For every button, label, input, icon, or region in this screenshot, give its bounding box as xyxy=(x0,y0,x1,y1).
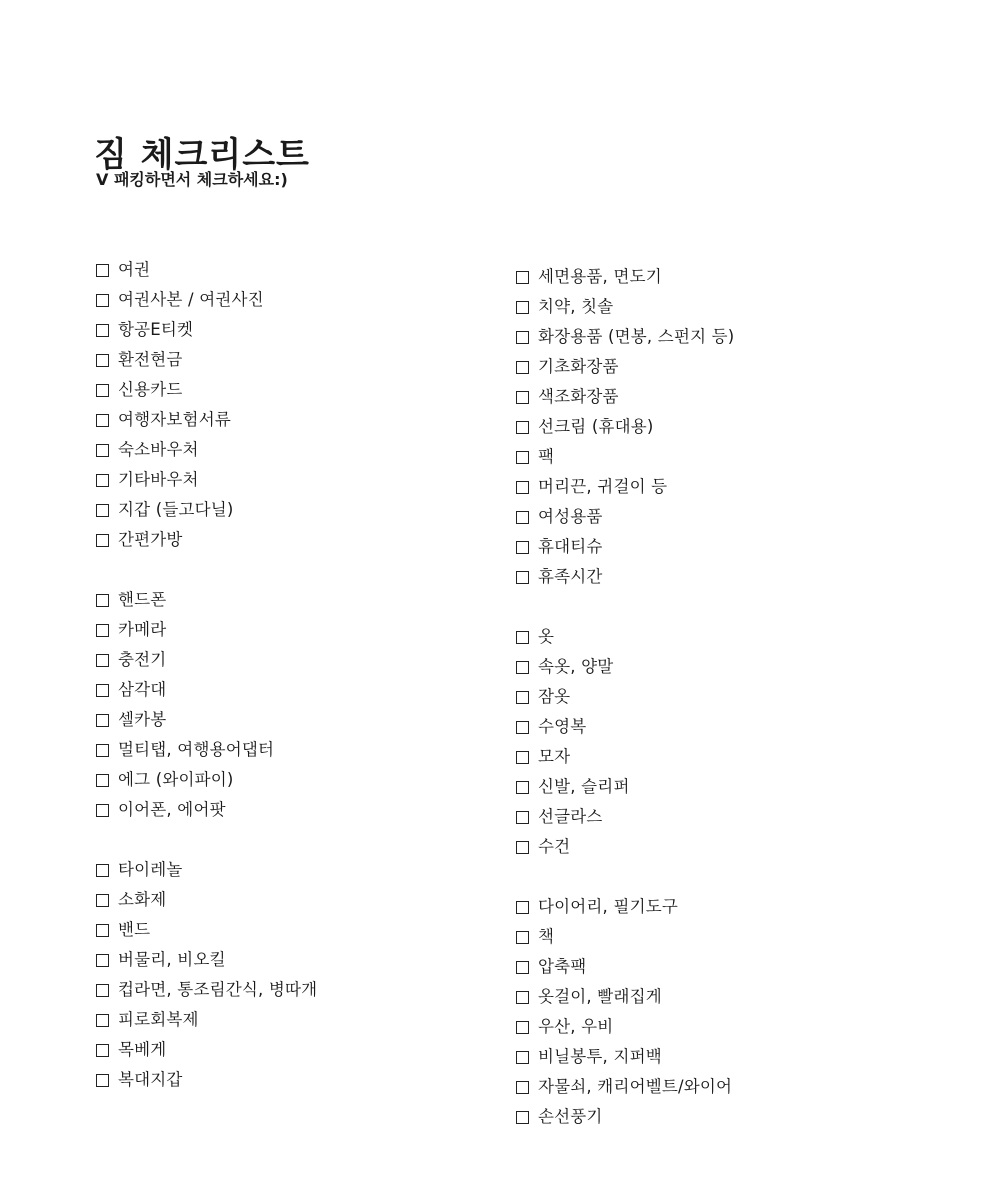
right-column xyxy=(514,262,914,1132)
checklist-item-label: 소화제 xyxy=(118,890,167,909)
checklist-item[interactable] xyxy=(514,502,914,532)
checklist-item-label: 항공E티켓 xyxy=(118,320,194,339)
checklist-item[interactable] xyxy=(514,832,914,862)
checkbox-icon[interactable] xyxy=(96,654,109,667)
checklist-item[interactable] xyxy=(514,712,914,742)
checklist-item-label: 수영복 xyxy=(538,717,587,736)
checkbox-icon[interactable] xyxy=(96,474,109,487)
checkbox-icon[interactable] xyxy=(516,271,529,284)
checklist-item-label: 다이어리, 필기도구 xyxy=(538,897,679,916)
checklist-item[interactable] xyxy=(94,285,494,315)
checklist-item-label: 에그 (와이파이) xyxy=(118,770,234,789)
checklist-item-label: 핸드폰 xyxy=(118,590,167,609)
checklist-item[interactable] xyxy=(514,652,914,682)
checklist-item-label: 복대지갑 xyxy=(118,1070,183,1089)
checklist-item[interactable] xyxy=(514,922,914,952)
checkbox-icon[interactable] xyxy=(516,781,529,794)
checkbox-icon[interactable] xyxy=(516,901,529,914)
checkbox-icon[interactable] xyxy=(96,354,109,367)
checklist-item-label: 선크림 (휴대용) xyxy=(538,417,654,436)
checkbox-icon[interactable] xyxy=(516,481,529,494)
checklist-item-label: 비닐봉투, 지퍼백 xyxy=(538,1047,662,1066)
checkbox-icon[interactable] xyxy=(96,624,109,637)
checklist-item[interactable] xyxy=(514,472,914,502)
checklist-item[interactable] xyxy=(514,1102,914,1132)
checkbox-icon[interactable] xyxy=(516,931,529,944)
checklist-item[interactable] xyxy=(514,682,914,712)
checklist-item-label: 우산, 우비 xyxy=(538,1017,614,1036)
checklist-item[interactable] xyxy=(514,982,914,1012)
checklist-item-label: 충전기 xyxy=(118,650,167,669)
checkbox-icon[interactable] xyxy=(516,451,529,464)
checklist-item[interactable] xyxy=(514,622,914,652)
checklist-item[interactable] xyxy=(514,532,914,562)
checklist-item-label: 숙소바우처 xyxy=(118,440,199,459)
checklist-item[interactable] xyxy=(94,765,494,795)
checklist-item-label: 신발, 슬리퍼 xyxy=(538,777,630,796)
checklist-item[interactable] xyxy=(514,1072,914,1102)
checklist-item-label: 밴드 xyxy=(118,920,151,939)
checkbox-icon[interactable] xyxy=(516,301,529,314)
checklist-item-label: 휴대티슈 xyxy=(538,537,603,556)
checklist-group xyxy=(514,262,914,592)
checkbox-icon[interactable] xyxy=(96,264,109,277)
checkbox-icon[interactable] xyxy=(516,691,529,704)
checklist-item-label: 피로회복제 xyxy=(118,1010,199,1029)
checklist-item[interactable] xyxy=(94,885,494,915)
checklist-group xyxy=(94,255,494,555)
checklist-item[interactable] xyxy=(514,952,914,982)
checklist-item[interactable] xyxy=(514,802,914,832)
checkbox-icon[interactable] xyxy=(516,1051,529,1064)
checklist-item-label: 간편가방 xyxy=(118,530,183,549)
checklist-item-label: 셀카봉 xyxy=(118,710,167,729)
checkbox-icon[interactable] xyxy=(516,361,529,374)
checklist-item[interactable] xyxy=(514,382,914,412)
checklist-item[interactable] xyxy=(94,585,494,615)
checklist-item-label: 기초화장품 xyxy=(538,357,619,376)
checklist-item-label: 휴족시간 xyxy=(538,567,603,586)
checklist-item[interactable] xyxy=(94,705,494,735)
checklist-item[interactable] xyxy=(94,525,494,555)
checklist-item[interactable] xyxy=(94,855,494,885)
checkbox-icon[interactable] xyxy=(96,414,109,427)
checkbox-icon[interactable] xyxy=(96,924,109,937)
checklist-item-label: 수건 xyxy=(538,837,571,856)
checklist-item-label: 기타바우처 xyxy=(118,470,199,489)
checkbox-icon[interactable] xyxy=(96,324,109,337)
checklist-group xyxy=(94,585,494,825)
checklist-item[interactable] xyxy=(94,255,494,285)
checklist-item[interactable] xyxy=(94,315,494,345)
checklist-item-label: 여성용품 xyxy=(538,507,603,526)
checklist-item-label: 환전현금 xyxy=(118,350,183,369)
checkbox-icon[interactable] xyxy=(96,744,109,757)
checkbox-icon[interactable] xyxy=(516,391,529,404)
checklist-item-label: 컵라면, 통조림간식, 병따개 xyxy=(118,980,318,999)
checkbox-icon[interactable] xyxy=(96,384,109,397)
checkbox-icon[interactable] xyxy=(516,1021,529,1034)
checklist-item-label: 카메라 xyxy=(118,620,167,639)
checkbox-icon[interactable] xyxy=(96,804,109,817)
checkbox-icon[interactable] xyxy=(96,864,109,877)
checklist-item[interactable] xyxy=(514,352,914,382)
checkbox-icon[interactable] xyxy=(516,721,529,734)
checkbox-icon[interactable] xyxy=(96,534,109,547)
checklist-item-label: 옷 xyxy=(538,627,555,646)
checkbox-icon[interactable] xyxy=(516,1111,529,1124)
checklist-item-label: 버물리, 비오킬 xyxy=(118,950,226,969)
checkbox-icon[interactable] xyxy=(96,1014,109,1027)
checklist-item[interactable] xyxy=(94,1035,494,1065)
checklist-item-label: 속옷, 양말 xyxy=(538,657,614,676)
checklist-item[interactable] xyxy=(94,345,494,375)
checklist-item-label: 삼각대 xyxy=(118,680,167,699)
checklist-item[interactable] xyxy=(94,675,494,705)
checklist-item[interactable] xyxy=(514,772,914,802)
checklist-item[interactable] xyxy=(514,442,914,472)
checklist-item[interactable] xyxy=(94,915,494,945)
left-column xyxy=(94,255,494,1095)
checklist-item[interactable] xyxy=(94,465,494,495)
checkbox-icon[interactable] xyxy=(96,954,109,967)
checklist-item[interactable] xyxy=(514,1012,914,1042)
checklist-item-label: 책 xyxy=(538,927,555,946)
checklist-item[interactable] xyxy=(94,1005,494,1035)
checklist-item-label: 선글라스 xyxy=(538,807,603,826)
checklist-item-label: 손선풍기 xyxy=(538,1107,603,1126)
checkbox-icon[interactable] xyxy=(516,511,529,524)
checkbox-icon[interactable] xyxy=(96,504,109,517)
checkbox-icon[interactable] xyxy=(516,751,529,764)
checkbox-icon[interactable] xyxy=(516,631,529,644)
checkbox-icon[interactable] xyxy=(96,444,109,457)
checklist-item-label: 신용카드 xyxy=(118,380,183,399)
checkbox-icon[interactable] xyxy=(96,984,109,997)
checklist-item-label: 팩 xyxy=(538,447,555,466)
checkbox-icon[interactable] xyxy=(516,571,529,584)
checkbox-icon[interactable] xyxy=(96,684,109,697)
checklist-item[interactable] xyxy=(514,412,914,442)
checklist-item[interactable] xyxy=(94,495,494,525)
checkbox-icon[interactable] xyxy=(516,811,529,824)
checklist-group xyxy=(94,855,494,1095)
checkbox-icon[interactable] xyxy=(516,661,529,674)
checklist-item[interactable] xyxy=(514,742,914,772)
checklist-group xyxy=(514,892,914,1132)
checkbox-icon[interactable] xyxy=(516,961,529,974)
checklist-group xyxy=(514,622,914,862)
checklist-item-label: 머리끈, 귀걸이 등 xyxy=(538,477,668,496)
checklist-item-label: 치약, 칫솔 xyxy=(538,297,614,316)
checklist-item-label: 멀티탭, 여행용어댑터 xyxy=(118,740,275,759)
checklist-item-label: 압축팩 xyxy=(538,957,587,976)
checkbox-icon[interactable] xyxy=(516,541,529,554)
checkbox-icon[interactable] xyxy=(516,991,529,1004)
checklist-item[interactable] xyxy=(94,1065,494,1095)
checklist-item[interactable] xyxy=(94,435,494,465)
checklist-item-label: 타이레놀 xyxy=(118,860,183,879)
checklist-item-label: 지갑 (들고다닐) xyxy=(118,500,234,519)
checklist-item-label: 이어폰, 에어팟 xyxy=(118,800,226,819)
checkbox-icon[interactable] xyxy=(516,1081,529,1094)
checklist-item[interactable] xyxy=(94,945,494,975)
checklist-item[interactable] xyxy=(514,322,914,352)
checklist-item[interactable] xyxy=(94,735,494,765)
checkbox-icon[interactable] xyxy=(96,1044,109,1057)
checklist-item-label: 자물쇠, 캐리어벨트/와이어 xyxy=(538,1077,733,1096)
checklist-item-label: 화장용품 (면봉, 스펀지 등) xyxy=(538,327,735,346)
checkbox-icon[interactable] xyxy=(96,594,109,607)
checklist-item-label: 모자 xyxy=(538,747,571,766)
checkbox-icon[interactable] xyxy=(516,841,529,854)
checkbox-icon[interactable] xyxy=(96,714,109,727)
checklist-item-label: 여권 xyxy=(118,260,151,279)
checklist-item-label: 목베게 xyxy=(118,1040,167,1059)
checklist-item-label: 여권사본 / 여권사진 xyxy=(118,290,264,309)
checkbox-icon[interactable] xyxy=(96,294,109,307)
checklist-item-label: 여행자보험서류 xyxy=(118,410,231,429)
checklist-item[interactable] xyxy=(514,1042,914,1072)
checkbox-icon[interactable] xyxy=(96,894,109,907)
checklist-item[interactable] xyxy=(514,292,914,322)
checkbox-icon[interactable] xyxy=(96,774,109,787)
checklist-item-label: 잠옷 xyxy=(538,687,571,706)
checklist-item[interactable] xyxy=(94,405,494,435)
checklist-item[interactable] xyxy=(514,892,914,922)
checkbox-icon[interactable] xyxy=(516,331,529,344)
checklist-item-label: 옷걸이, 빨래집게 xyxy=(538,987,662,1006)
checklist-item[interactable] xyxy=(514,562,914,592)
page-title: 짐 체크리스트 xyxy=(94,134,310,175)
checklist-item-label: 세면용품, 면도기 xyxy=(538,267,662,286)
subtitle: V 패킹하면서 체크하세요:) xyxy=(96,170,288,189)
checklist-item[interactable] xyxy=(514,262,914,292)
checklist-item[interactable] xyxy=(94,375,494,405)
checklist-item[interactable] xyxy=(94,795,494,825)
checkbox-icon[interactable] xyxy=(96,1074,109,1087)
checklist-item-label: 색조화장품 xyxy=(538,387,619,406)
checklist-item[interactable] xyxy=(94,645,494,675)
checklist-item[interactable] xyxy=(94,975,494,1005)
checklist-item[interactable] xyxy=(94,615,494,645)
checkbox-icon[interactable] xyxy=(516,421,529,434)
